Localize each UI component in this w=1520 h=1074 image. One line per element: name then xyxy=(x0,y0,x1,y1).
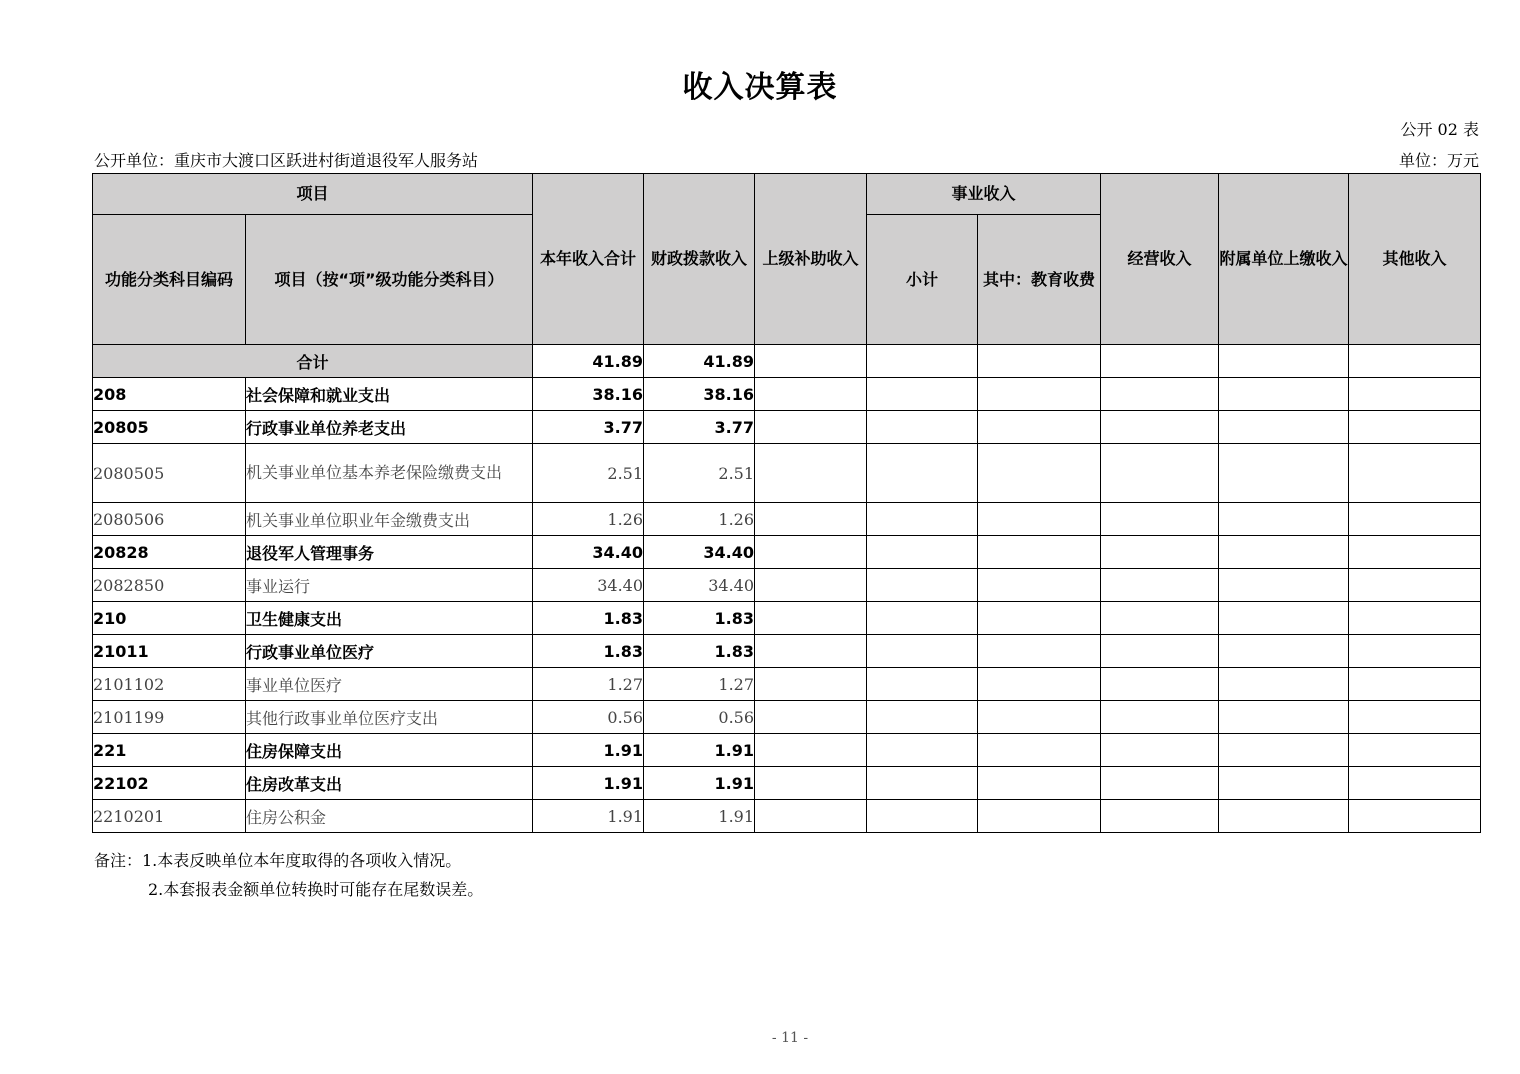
table-row xyxy=(93,701,1481,734)
table-row xyxy=(93,767,1481,800)
table-row xyxy=(93,734,1481,767)
row-code: 2080506 xyxy=(93,503,246,536)
total-income-value: 41.89 xyxy=(533,345,644,378)
money-unit: 单位：万元 xyxy=(1398,151,1479,170)
row-fiscal: 0.56 xyxy=(644,701,755,734)
row-code: 2101199 xyxy=(93,701,246,734)
row-total: 34.40 xyxy=(533,569,644,602)
note-1: 备注：1.本表反映单位本年度取得的各项收入情况。 xyxy=(94,851,462,870)
total-label: 合计 xyxy=(93,345,533,378)
row-fiscal: 1.83 xyxy=(644,602,755,635)
row-total: 1.83 xyxy=(533,602,644,635)
header-education: 其中：教育收费 xyxy=(978,215,1101,345)
row-name: 事业运行 xyxy=(246,569,533,602)
row-code: 2101102 xyxy=(93,668,246,701)
row-total: 38.16 xyxy=(533,378,644,411)
table-row xyxy=(93,668,1481,701)
row-name: 其他行政事业单位医疗支出 xyxy=(246,701,533,734)
table-row xyxy=(93,378,1481,411)
table-row xyxy=(93,503,1481,536)
header-fiscal: 财政拨款收入 xyxy=(644,174,755,345)
header-affiliated: 附属单位上缴收入 xyxy=(1219,174,1349,345)
table-row xyxy=(93,635,1481,668)
row-total: 1.91 xyxy=(533,800,644,833)
row-code: 22102 xyxy=(93,767,246,800)
row-name: 社会保障和就业支出 xyxy=(246,378,533,411)
table-row xyxy=(93,800,1481,833)
income-final-accounts-table xyxy=(92,173,1481,833)
header-business: 事业收入 xyxy=(867,174,1101,215)
row-code: 21011 xyxy=(93,635,246,668)
row-fiscal: 38.16 xyxy=(644,378,755,411)
row-name: 机关事业单位职业年金缴费支出 xyxy=(246,503,533,536)
row-name: 机关事业单位基本养老保险缴费支出 xyxy=(246,444,533,503)
row-total: 1.83 xyxy=(533,635,644,668)
row-code: 20805 xyxy=(93,411,246,444)
row-fiscal: 34.40 xyxy=(644,569,755,602)
reporting-unit: 公开单位：重庆市大渡口区跃进村街道退役军人服务站 xyxy=(94,151,479,170)
table-row xyxy=(93,536,1481,569)
row-total: 2.51 xyxy=(533,444,644,503)
header-subtotal: 小计 xyxy=(867,215,978,345)
table-row xyxy=(93,411,1481,444)
row-total: 1.91 xyxy=(533,734,644,767)
table-row xyxy=(93,602,1481,635)
row-code: 2210201 xyxy=(93,800,246,833)
row-name: 事业单位医疗 xyxy=(246,668,533,701)
header-code: 功能分类科目编码 xyxy=(93,215,246,345)
row-total: 1.26 xyxy=(533,503,644,536)
header-operating: 经营收入 xyxy=(1101,174,1219,345)
row-total: 3.77 xyxy=(533,411,644,444)
row-fiscal: 1.27 xyxy=(644,668,755,701)
row-code: 2082850 xyxy=(93,569,246,602)
table-notes xyxy=(94,846,483,904)
header-name: 项目（按“项”级功能分类科目） xyxy=(246,215,533,345)
total-fiscal-value: 41.89 xyxy=(644,345,755,378)
row-fiscal: 34.40 xyxy=(644,536,755,569)
row-code: 208 xyxy=(93,378,246,411)
row-code: 210 xyxy=(93,602,246,635)
header-project: 项目 xyxy=(93,174,533,215)
header-total-income: 本年收入合计 xyxy=(533,174,644,345)
row-name: 卫生健康支出 xyxy=(246,602,533,635)
header-superior: 上级补助收入 xyxy=(755,174,867,345)
row-name: 行政事业单位养老支出 xyxy=(246,411,533,444)
table-row xyxy=(93,569,1481,602)
row-name: 住房保障支出 xyxy=(246,734,533,767)
row-total: 34.40 xyxy=(533,536,644,569)
total-row xyxy=(93,345,1481,378)
table-row xyxy=(93,444,1481,503)
row-code: 2080505 xyxy=(93,444,246,503)
row-total: 1.91 xyxy=(533,767,644,800)
row-fiscal: 1.83 xyxy=(644,635,755,668)
row-fiscal: 3.77 xyxy=(644,411,755,444)
row-fiscal: 1.91 xyxy=(644,800,755,833)
row-name: 住房公积金 xyxy=(246,800,533,833)
row-fiscal: 1.91 xyxy=(644,734,755,767)
row-name: 退役军人管理事务 xyxy=(246,536,533,569)
form-number: 公开 02 表 xyxy=(1400,120,1479,139)
page-number: - 11 - xyxy=(771,1030,809,1046)
row-name: 住房改革支出 xyxy=(246,767,533,800)
row-fiscal: 2.51 xyxy=(644,444,755,503)
page-title: 收入决算表 xyxy=(682,70,838,105)
row-name: 行政事业单位医疗 xyxy=(246,635,533,668)
row-fiscal: 1.91 xyxy=(644,767,755,800)
row-total: 1.27 xyxy=(533,668,644,701)
row-code: 20828 xyxy=(93,536,246,569)
row-code: 221 xyxy=(93,734,246,767)
row-fiscal: 1.26 xyxy=(644,503,755,536)
header-other: 其他收入 xyxy=(1349,174,1481,345)
row-total: 0.56 xyxy=(533,701,644,734)
note-2: 2.本套报表金额单位转换时可能存在尾数误差。 xyxy=(148,880,484,899)
